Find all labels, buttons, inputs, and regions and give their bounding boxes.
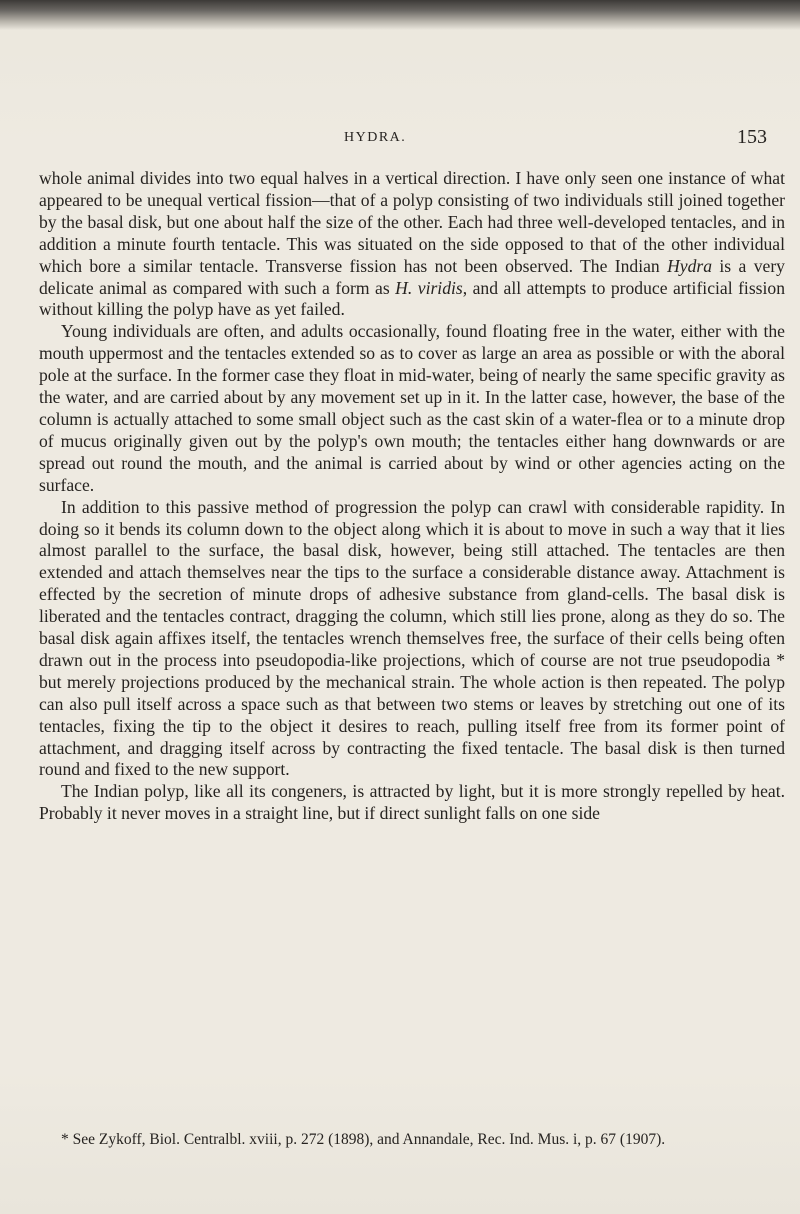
paragraph-1-italic-species: H. viridis: [395, 277, 463, 298]
paragraph-1-text-b: is a very delicate animal as compared with such a form as: [39, 255, 785, 298]
paragraph-1-italic-hydra: Hydra: [667, 255, 713, 276]
paragraph-2: Young individuals are often, and adults occasionally, found floating free in the water, either with the mouth uppermost and the tentacles extended so as to cover as large an area as possible or with the aboral pole at the surface. In the former case they float in mid-water, being of nearly the same specific gravity as the water, and are carried about by any movement set up in it. In the latter case, however, the base of the column is actually attached to some small object such as the cast skin of a water-flea or to a minute drop of mucus originally given out by the polyp's own mouth; the tentacles either hang downwards or are spread out round the mouth, and the animal is carried about by wind or other agencies acting on the surface.: [39, 321, 785, 495]
paragraph-4: The Indian polyp, like all its congeners, is attracted by light, but it is more strongly repelled by heat. Probably it never moves in a straight line, but if direct sunlight falls on one side: [39, 781, 785, 824]
paragraph-3: In addition to this passive method of progression the polyp can crawl with considerable rapidity. In doing so it bends its column down to the object along which it is about to move in such a way that it lies almost parallel to the surface, the basal disk, however, being still attached. The tentacles are then extended and attach themselves near the tips to the surface a considerable distance away. Attachment is effected by the secretion of minute drops of adhesive substance from gland-cells. The basal disk is liberated and the tentacles contract, dragging the column, which still lies prone, along as they do so. The basal disk again affixes itself, the tentacles wrench themselves free, the surface of their cells being often drawn out in the process into pseudopodia-like projections, which of course are not true pseudopodia * but merely projections produced by the mechanical strain. The whole action is then repeated. The polyp can also pull itself across a space such as that between two stems or leaves by stretching out one of its tentacles, fixing the tip to the object it desires to reach, pulling itself free from its former point of attachment, and dragging itself across by contracting the fixed tentacle. The basal disk is then turned round and fixed to the new support.: [39, 496, 785, 780]
footnote: * See Zykoff, Biol. Centralbl. xviii, p. 272 (1898), and Annandale, Rec. Ind. Mus. i, p. 67 (1907).: [61, 1131, 666, 1148]
running-head: [0, 126, 800, 154]
paragraph-1-text-a: whole animal divides into two equal halves in a vertical direction. I have only seen one instance of what appeared to be unequal vertical fission—that of a polyp consisting of two individuals still joined together by the basal disk, but one about half the size of the other. Each had three well-developed tentacles, and in addition a minute fourth tentacle. This was situated on the side opposed to that of the other individual which bore a similar tentacle. Transverse fission has not been observed. The Indian: [39, 168, 785, 276]
page-top-shadow: [0, 0, 800, 30]
running-head-title: HYDRA.: [344, 130, 407, 145]
paragraph-1-text-c: , and all attempts to produce artificial fission without killing the polyp have as yet failed.: [39, 277, 785, 320]
body-text: [39, 168, 785, 825]
paragraph-1: [39, 168, 785, 321]
page-number: 153: [737, 126, 767, 148]
